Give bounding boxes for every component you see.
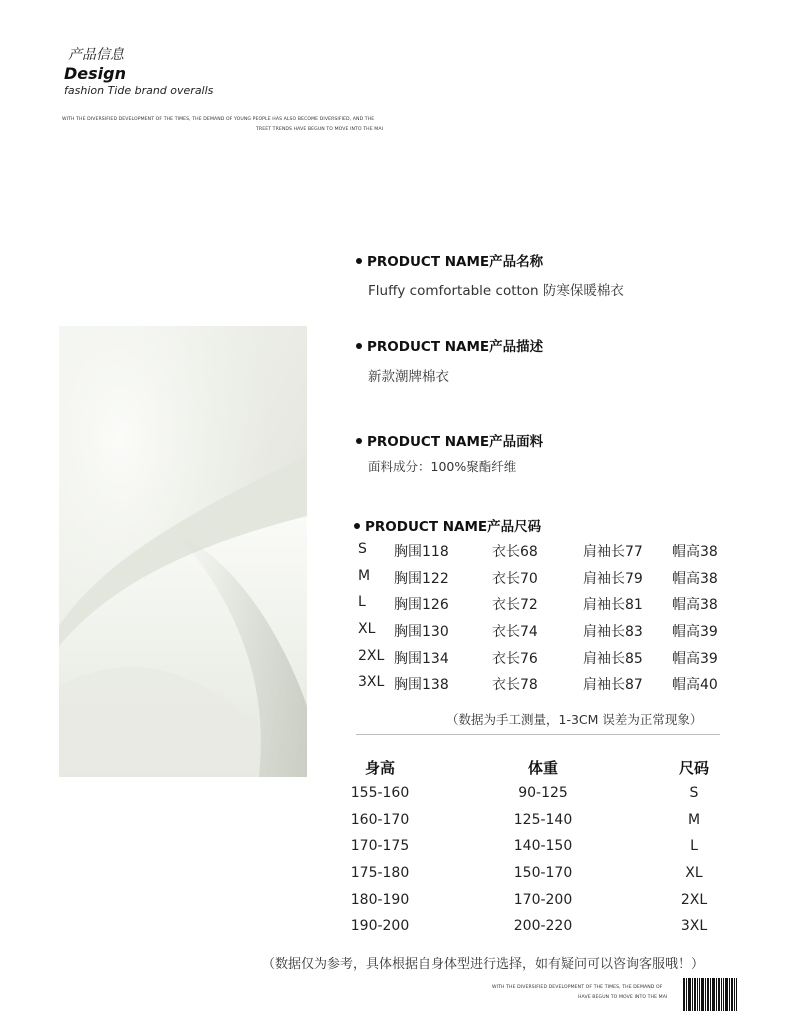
weight-cell: 140-150 xyxy=(513,838,573,855)
table-row xyxy=(340,861,740,888)
sleeve-cell: 肩袖长77 xyxy=(583,544,643,560)
barcode-icon xyxy=(683,978,737,1011)
sleeve-cell: 肩袖长79 xyxy=(583,570,643,587)
chest-cell: 胸围138 xyxy=(394,677,449,694)
size-cell: S xyxy=(358,541,367,557)
bullet-icon xyxy=(354,523,360,529)
header-title-en: Design xyxy=(64,64,126,83)
table-row xyxy=(340,914,740,941)
size-row xyxy=(358,590,738,617)
bullet-icon xyxy=(356,258,362,264)
length-cell: 衣长78 xyxy=(492,677,538,694)
length-cell: 衣长68 xyxy=(492,544,538,560)
length-cell: 衣长74 xyxy=(492,624,538,641)
sleeve-cell: 肩袖长83 xyxy=(583,624,643,641)
size-cell: 2XL xyxy=(358,647,385,664)
sleeve-cell: 肩袖长81 xyxy=(583,597,643,614)
size-cell: M xyxy=(687,811,701,828)
header-title-cn: 产品信息 xyxy=(68,47,124,63)
height-cell: 160-170 xyxy=(350,811,410,828)
size-cell: 3XL xyxy=(680,918,708,935)
weight-cell: 150-170 xyxy=(513,865,573,882)
hood-cell: 帽高38 xyxy=(672,597,718,614)
height-cell: 170-175 xyxy=(350,838,410,855)
size-cell: XL xyxy=(685,865,703,882)
table-header xyxy=(340,753,740,781)
footer-tiny-text-1: WITH THE DIVERSIFIED DEVELOPMENT OF THE TIMES, THE DEMAND OF xyxy=(492,985,663,990)
weight-cell: 125-140 xyxy=(513,811,573,828)
size-cell: 3XL xyxy=(358,674,385,691)
height-cell: 155-160 xyxy=(350,785,410,801)
hood-cell: 帽高39 xyxy=(672,650,718,667)
weight-cell: 170-200 xyxy=(513,891,573,908)
sleeve-cell: 肩袖长85 xyxy=(583,650,643,667)
table-row xyxy=(340,808,740,835)
size-cell: L xyxy=(690,838,698,855)
table-row xyxy=(340,781,740,808)
hood-cell: 帽高38 xyxy=(672,544,718,560)
height-cell: 175-180 xyxy=(350,865,410,882)
product-description-text: 新款潮牌棉衣 xyxy=(368,369,449,385)
fabric-photo xyxy=(59,326,307,777)
sleeve-cell: 肩袖长87 xyxy=(583,677,643,694)
measurement-note: （数据为手工测量，1-3CM 误差为正常现象） xyxy=(446,712,703,727)
reference-note: （数据仅为参考，具体根据自身体型进行选择，如有疑问可以咨询客服哦！） xyxy=(262,957,705,972)
size-cell: L xyxy=(358,594,366,611)
table-row xyxy=(340,888,740,915)
bullet-icon xyxy=(356,438,362,444)
length-cell: 衣长72 xyxy=(492,597,538,614)
product-name-text: Fluffy comfortable cotton 防寒保暖棉衣 xyxy=(368,283,624,299)
size-cell: 2XL xyxy=(680,891,708,908)
hood-cell: 帽高38 xyxy=(672,570,718,587)
product-fabric-text: 面料成分：100%聚酯纤维 xyxy=(368,459,517,474)
length-cell: 衣长76 xyxy=(492,650,538,667)
height-cell: 180-190 xyxy=(350,891,410,908)
header-subtitle: fashion Tide brand overalls xyxy=(64,84,214,97)
divider xyxy=(356,734,720,735)
size-row xyxy=(358,537,738,564)
header-tiny-text-2: TREET TRENDS HAVE BEGUN TO MOVE INTO THE MAI xyxy=(256,127,384,132)
size-table xyxy=(358,537,738,697)
height-weight-table xyxy=(340,753,740,941)
size-cell: M xyxy=(358,567,371,584)
section-title-fabric: PRODUCT NAME产品面料 xyxy=(356,430,543,450)
size-row xyxy=(358,564,738,591)
weight-cell: 90-125 xyxy=(518,785,568,801)
chest-cell: 胸围126 xyxy=(394,597,449,614)
section-title-name: PRODUCT NAME产品名称 xyxy=(356,250,543,270)
size-row xyxy=(358,670,738,697)
size-row xyxy=(358,617,738,644)
length-cell: 衣长70 xyxy=(492,570,538,587)
hood-cell: 帽高40 xyxy=(672,677,718,694)
chest-cell: 胸围118 xyxy=(394,544,449,560)
footer-tiny-text-2: HAVE BEGUN TO MOVE INTO THE MAI xyxy=(578,995,668,1000)
chest-cell: 胸围134 xyxy=(394,650,449,667)
height-cell: 190-200 xyxy=(350,918,410,935)
chest-cell: 胸围130 xyxy=(394,624,449,641)
bullet-icon xyxy=(356,343,362,349)
hood-cell: 帽高39 xyxy=(672,624,718,641)
header-size: 尺码 xyxy=(678,759,710,777)
header-weight: 体重 xyxy=(527,759,559,777)
chest-cell: 胸围122 xyxy=(394,570,449,587)
size-cell: S xyxy=(689,785,699,801)
header-height: 身高 xyxy=(364,759,396,777)
table-row xyxy=(340,834,740,861)
section-title-description: PRODUCT NAME产品描述 xyxy=(356,335,543,355)
size-row xyxy=(358,644,738,671)
section-title-size: PRODUCT NAME产品尺码 xyxy=(354,515,541,535)
weight-cell: 200-220 xyxy=(513,918,573,935)
size-cell: XL xyxy=(358,621,376,638)
header-tiny-text-1: WITH THE DIVERSIFIED DEVELOPMENT OF THE TIMES, THE DEMAND OF YOUNG PEOPLE HAS ALSO BECOME DIVERSIFIED, AND THE xyxy=(62,117,375,122)
